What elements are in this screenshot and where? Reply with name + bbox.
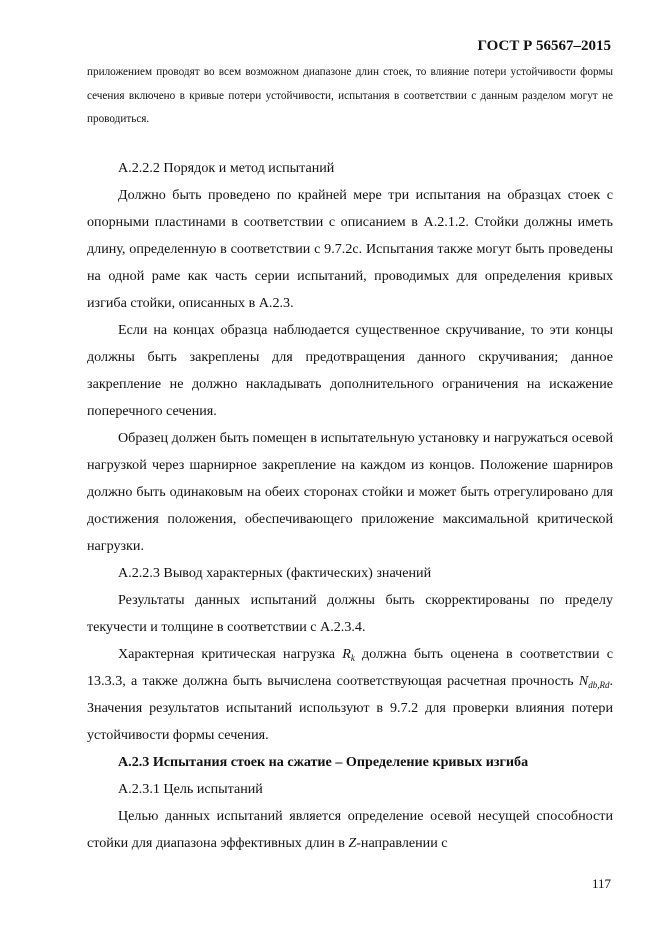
paragraph-tests-count: Должно быть проведено по крайней мере три испытания на образцах стоек с опорными пластинами в соответствии с описанием в А.2.1.2. Стойки должны иметь длину, определенную в соответствии с 9.7.2с. Испытания также могут быть проведены на одной раме как часть серии испытаний, проводимых для определения кривых изгиба стойки, описанных в А.2.3. — [87, 187, 613, 311]
text-run: . Значения результатов испытаний используют в 9.7.2 для проверки влияния потери устойчивости формы сечения. — [87, 673, 613, 743]
section-heading-a222: А.2.2.2 Порядок и метод испытаний — [118, 160, 335, 176]
paragraph-correction: Результаты данных испытаний должны быть скорректированы по пределу текучести и толщине в соответствии с А.2.3.4. — [87, 592, 613, 635]
section-heading-a231: А.2.3.1 Цель испытаний — [118, 781, 263, 797]
text-run: -направлении с — [356, 835, 448, 851]
section-heading-a223: А.2.2.3 Вывод характерных (фактических) значений — [118, 565, 432, 581]
paragraph-specimen-placement: Образец должен быть помещен в испытательную установку и нагружаться осевой нагрузкой через шарнирное закрепление на каждом из концов. Положение шарниров должно быть одинаковым на обеих сторонах стойки и может быть отрегулировано для достижения положения, обеспечивающего приложение максимальной критической нагрузки. — [87, 430, 613, 554]
intro-paragraph: приложением проводят во всем возможном диапазоне длин стоек, то влияние потери устойчивости формы сечения включено в кривые потери устойчивости, испытания в соответствии с данным разделом могут не проводиться. — [87, 66, 613, 125]
section-heading-a23: А.2.3 Испытания стоек на сжатие – Определение кривых изгиба — [118, 754, 529, 770]
text-run: должна быть оценена в соответствии с 13.3.3, а также должна быть вычислена соответствующая расчетная прочность — [87, 646, 613, 689]
paragraph-test-purpose — [87, 803, 613, 857]
symbol-rk: $R_k$ — [342, 646, 355, 663]
text-run: Характерная критическая нагрузка — [118, 646, 343, 662]
text-run: Целью данных испытаний является определение осевой несущей способности стойки для диапазона эффективных длин в — [87, 808, 613, 851]
page-number: 117 — [591, 876, 611, 891]
symbol-z: Z — [348, 835, 357, 851]
paragraph-critical-load — [87, 641, 613, 749]
document-body — [87, 155, 613, 857]
symbol-ndbrd: $N_{db,Rd}$ — [578, 673, 610, 690]
document-header: ГОСТ Р 56567–2015 — [477, 38, 611, 54]
paragraph-twisting: Если на концах образца наблюдается существенное скручивание, то эти концы должны быть закреплены для предотвращения данного скручивания; данное закрепление не должно накладывать дополнительного ограничения на искажение поперечного сечения. — [87, 322, 613, 419]
